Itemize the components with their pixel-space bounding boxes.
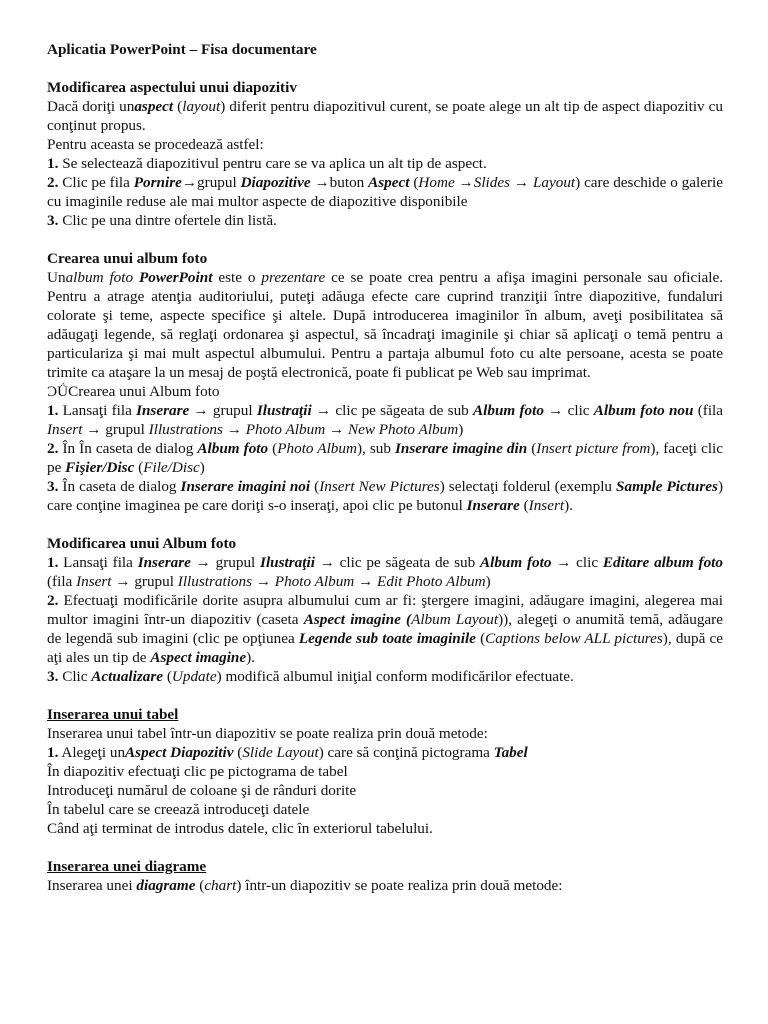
step-3: 3. Clic pe una dintre ofertele din listă. [47, 212, 277, 229]
heading-inserare-tabel: Inserarea unui tabel [47, 706, 179, 723]
heading-modificare-aspect: Modificarea aspectului unui diapozitiv [47, 79, 297, 96]
table-line-4: În tabelul care se creează introduceţi datele [47, 801, 310, 818]
heading-inserare-diagrama: Inserarea unei diagrame [47, 858, 207, 875]
subheading-creare-album: ƆǗCrearea unui Album foto [47, 383, 220, 400]
table-step-1: 1. Alegeţi unAspect Diapozitiv (Slide Layout) care să conţină pictograma Tabel [47, 744, 528, 761]
step-2: 2. Clic pe fila Pornire→grupul Diapozitive →buton Aspect (Home →Slides → Layout) care deschide o galerie cu imaginile reduse ale mai multor aspecte de diapozitive disponibile [47, 174, 723, 210]
album-step-1: 1. Lansaţi fila Inserare → grupul Ilustraţii → clic pe săgeata de sub Album foto → clic Album foto nou (fila Insert → grupul Illustrations → Photo Album → New Photo Album) [47, 402, 723, 438]
paragraph-procedure: Pentru aceasta se procedează astfel: [47, 136, 264, 153]
edit-album-step-1: 1. Lansaţi fila Inserare → grupul Ilustraţii → clic pe săgeata de sub Album foto → clic Editare album foto (fila Insert → grupul Illustrations → Photo Album → Edit Photo Album) [47, 554, 723, 590]
album-step-2: 2. În În caseta de dialog Album foto (Photo Album), sub Inserare imagine din (Insert picture from), faceţi clic pe Fişier/Disc (File/Disc) [47, 440, 724, 476]
table-line-2: În diapozitiv efectuaţi clic pe pictograma de tabel [47, 763, 348, 780]
heading-modificare-album: Modificarea unui Album foto [47, 535, 237, 552]
step-1: 1. Se selectează diapozitivul pentru care se va aplica un alt tip de aspect. [47, 155, 487, 172]
chart-intro: Inserarea unei diagrame (chart) într-un diapozitiv se poate realiza prin două metode: [47, 877, 563, 894]
edit-album-step-3: 3. Clic Actualizare (Update) modifică albumul iniţial conform modificărilor efectuate. [47, 668, 574, 685]
document-title: Aplicatia PowerPoint – Fisa documentare [47, 41, 317, 58]
table-line-5: Când aţi terminat de introdus datele, clic în exteriorul tabelului. [47, 820, 433, 837]
edit-album-step-2: 2. Efectuaţi modificările dorite asupra albumului cum ar fi: ştergere imagini, adăugare imagini, alegerea mai multor imagini într-un diapozitiv (caseta Aspect imagine (Album Layout)), alegeţi o anumită temă, adăugare de legendă sub imagini (clic pe opţiunea Legende sub toate imaginile (Captions below ALL pictures), după ce aţi ales un tip de Aspect imagine). [47, 592, 723, 666]
heading-creare-album: Crearea unui album foto [47, 250, 208, 267]
document-page [47, 40, 723, 895]
paragraph-album-intro: Unalbum foto PowerPoint este o prezentare ce se poate crea pentru a afişa imagini personale sau oficiale. Pentru a atrage atenţia auditoriului, puteţi adăuga efecte care cuprind tranziţii între diapozitive, fundaluri colorate şi teme, aspecte specifice şi altele. După introducerea imaginilor în album, aveţi posibilitatea să adăugaţi legende, să reglaţi ordonarea şi aspectul, să încadraţi imaginile şi chiar să aplicaţi o temă pentru a particulariza şi mai mult aspectul albumului. Pentru a partaja albumul foto cu alte persoane, acesta se poate trimite ca ataşare la un mesaj de poştă electronică, poate fi publicat pe Web sau imprimat. [47, 269, 723, 381]
album-step-3: 3. În caseta de dialog Inserare imagini noi (Insert New Pictures) selectaţi folderul (exemplu Sample Pictures) care conţine imaginea pe care doriţi s-o inseraţi, apoi clic pe butonul Inserare (Insert). [47, 478, 724, 514]
table-line-3: Introduceţi numărul de coloane şi de rânduri dorite [47, 782, 357, 799]
table-intro: Inserarea unui tabel într-un diapozitiv se poate realiza prin două metode: [47, 725, 488, 742]
paragraph-aspect-intro: Dacă doriţi unaspect (layout) diferit pentru diapozitivul curent, se poate alege un alt tip de aspect diapozitiv cu conţinut propus. [47, 98, 723, 134]
